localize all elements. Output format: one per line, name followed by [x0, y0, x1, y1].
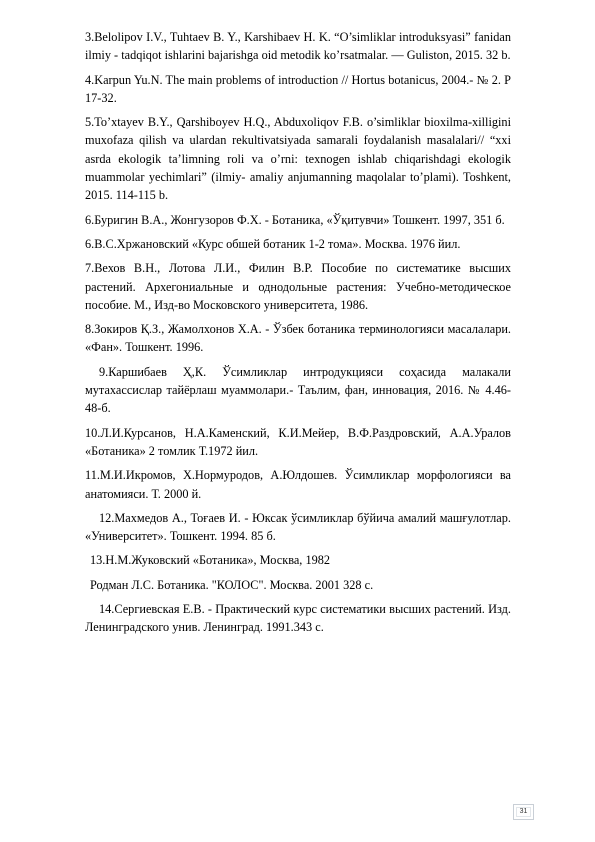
reference-item: Родман Л.С. Ботаника. "КОЛОС". Москва. 2001 328 с. — [90, 577, 374, 592]
reference-item: 13.Н.М.Жуковский «Ботаника», Москва, 1982 — [90, 553, 331, 568]
reference-item: 7.Вехов В.Н., Лотова Л.И., Филин В.Р. Пособие по систематике высших растений. Архегониальные и однодольные растения: Учебно-методическое пособие. М., Изд-во Московского университета, 1986. — [85, 261, 511, 312]
page-number: 31 — [519, 808, 528, 815]
page-number-badge — [513, 804, 534, 820]
reference-item: 11.М.И.Икромов, Х.Нормуродов, А.Юлдошев. Ўсимликлар морфологияси ва анатомияси. Т. 2000 й. — [85, 468, 511, 501]
reference-item: 6.В.С.Хржановский «Курс обшей ботаник 1-2 тома». Москва. 1976 йил. — [85, 236, 461, 251]
reference-item: 8.Зокиров Қ.З., Жамолхонов Х.А. - Ўзбек ботаника терминологияси масалалари. «Фан». Тошкент. 1996. — [85, 322, 511, 355]
reference-item: 3.Belolipov I.V., Tuhtaev B. Y., Karshibaev H. K. “O’simliklar introduksyasi” fanidan ilmiy - tadqiqot ishlarini bajarishga oid metodik ko’rsatmalar. — Guliston, 2015. 32 b. — [85, 30, 511, 63]
references-list — [85, 28, 511, 643]
reference-item: 14.Сергиевская Е.В. - Практический курс систематики высших растений. Изд. Ленинградского унив. Ленинград. 1991.343 с. — [85, 602, 511, 635]
reference-item: 6.Буригин В.А., Жонгузоров Ф.Х. - Ботаника, «Ўқитувчи» Тошкент. 1997, 351 б. — [85, 212, 505, 227]
reference-item: 9.Каршибаев Ҳ,К. Ўсимликлар интродукцияси соҳасида малакали мутахассислар тайёрлаш муаммолари.- Таълим, фан, инновация, 2016. № 4.46-48-б. — [85, 364, 511, 416]
reference-item: 10.Л.И.Курсанов, Н.А.Каменский, К.И.Мейер, В.Ф.Раздровский, А.А.Уралов «Ботаника» 2 томлик Т.1972 йил. — [85, 425, 511, 458]
reference-item: 12.Махмедов А., Тоғаев И. - Юксак ўсимликлар бўйича амалий машғулотлар. «Университет». Тошкент. 1994. 85 б. — [85, 510, 511, 544]
reference-item: 5.To’xtayev B.Y., Qarshiboyev H.Q., Abduxoliqov F.B. o’simliklar bioxilma-xilligini muxofaza qilish va ulardan rekultivatsiyada samarali foydalanish masalalari// “xxi asrda ekologik ta’limning roli va o’rni: texnogen ishlab chiqarishdagi ekologik muammolar yechimlari” (ilmiy- amaliy anjumanning maqolalar to’plami). Toshkent, 2015. 114-115 b. — [85, 115, 511, 203]
reference-item: 4.Karpun Yu.N. The main problems of introduction // Hortus botanicus, 2004.- № 2. P 17-32. — [85, 72, 511, 105]
